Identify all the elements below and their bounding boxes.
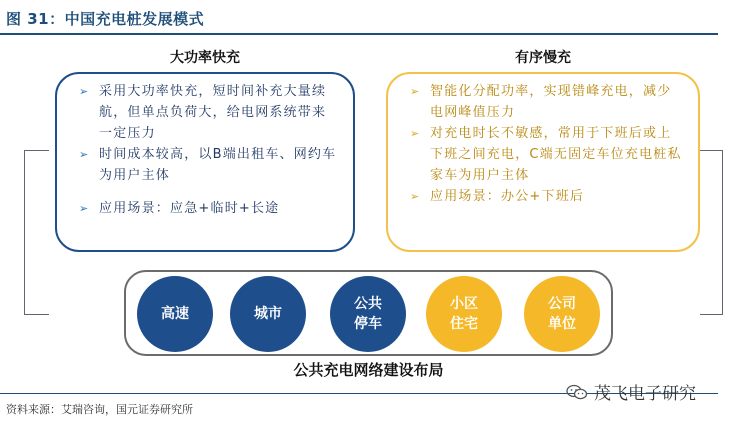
- arrow-bullet-icon: ➢: [79, 85, 89, 98]
- ordered-charging-item: ➢ 智能化分配功率，实现错峰充电，减少电网峰值压力: [410, 81, 684, 123]
- watermark-text: 茂飞电子研究: [594, 384, 696, 404]
- ordered-charging-item: ➢ 对充电时长不敏感，常用于下班后或上下班之间充电，C端无固定车位充电桩私家车为用户主体: [410, 123, 684, 186]
- wechat-icon: [566, 384, 588, 400]
- ordered-charging-heading: 有序慢充: [515, 50, 571, 66]
- arrow-bullet-icon: ➢: [79, 202, 89, 215]
- network-node-residential: 小区 住宅: [426, 276, 502, 352]
- fast-charging-item: ➢ 采用大功率快充，短时间补充大量续航，但单点负荷大，给电网系统带来一定压力: [79, 81, 339, 144]
- figure-source: 资料来源：艾瑞咨询，国元证券研究所: [6, 403, 193, 416]
- arrow-bullet-icon: ➢: [410, 85, 420, 98]
- fast-charging-panel: [55, 72, 355, 252]
- network-node-city: 城市: [230, 276, 306, 352]
- arrow-bullet-icon: ➢: [79, 148, 89, 161]
- right-connector-line: [700, 150, 723, 315]
- network-label: 公共充电网络建设布局: [293, 361, 444, 379]
- ordered-charging-item: ➢ 应用场景：办公+下班后: [410, 186, 684, 207]
- arrow-bullet-icon: ➢: [410, 190, 420, 203]
- network-node-company: 公司 单位: [524, 276, 600, 352]
- figure-title: 图 31：中国充电桩发展模式: [6, 10, 205, 28]
- title-rule: [0, 33, 718, 35]
- arrow-bullet-icon: ➢: [410, 127, 420, 140]
- ordered-charging-panel: [386, 72, 700, 252]
- left-connector-line: [24, 150, 49, 315]
- fast-charging-item: ➢ 应用场景：应急+临时+长途: [79, 198, 339, 219]
- fast-charging-heading: 大功率快充: [170, 50, 240, 66]
- network-node-public-parking: 公共 停车: [330, 276, 406, 352]
- network-node-highway: 高速: [137, 276, 213, 352]
- fast-charging-item: ➢ 时间成本较高，以B端出租车、网约车为用户主体: [79, 144, 339, 186]
- watermark: [566, 379, 696, 404]
